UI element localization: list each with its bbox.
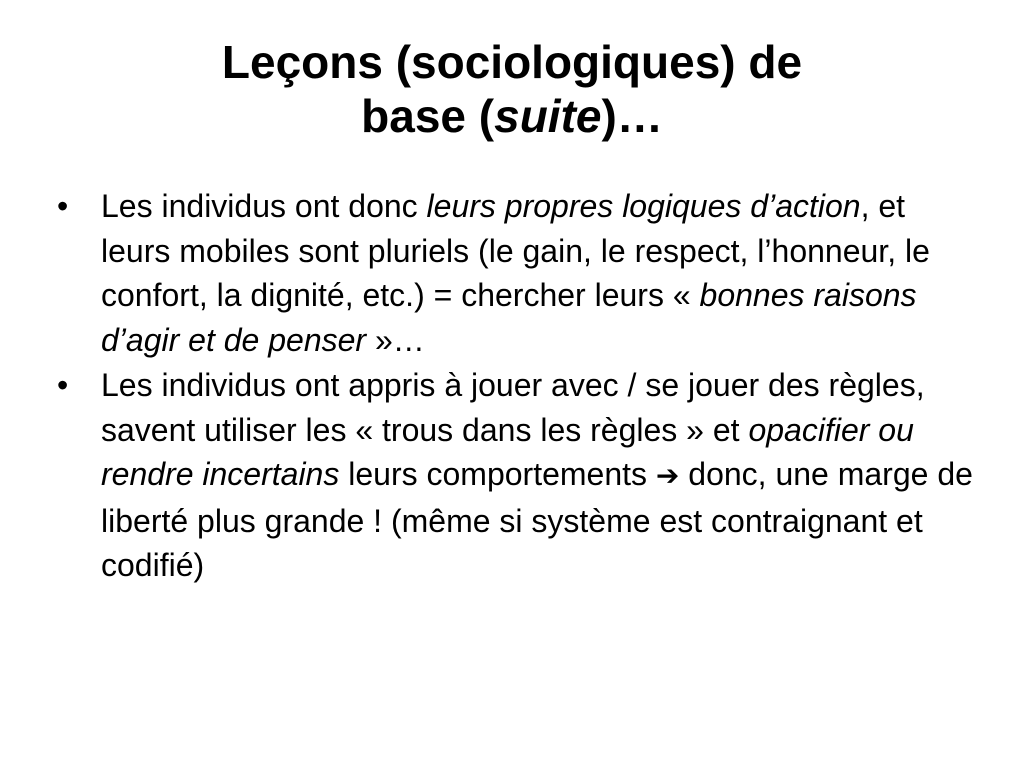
bullet-1-segment-2-italic: leurs propres logiques d’action [426, 188, 861, 224]
title-line-2-italic: suite [494, 89, 602, 142]
bullet-2-segment-3: leurs comportements [339, 456, 656, 492]
bullet-text-1 [101, 184, 975, 362]
bullet-item-1 [55, 184, 975, 362]
bullet-2-segment-1: Les individus ont appris à jouer avec / se jouer des règles, savent utiliser les « trous dans les règles » et [101, 367, 925, 448]
title-line-1: Leçons (sociologiques) de [221, 36, 803, 88]
bullet-list [55, 184, 975, 589]
title-line-2-suffix: )… [601, 89, 663, 142]
title-line-2-prefix: base ( [361, 89, 495, 142]
bullet-2-segment-2-italic: opacifier ou rendre incertains [101, 411, 914, 492]
bullet-1-segment-4-italic: bonnes raisons d’agir et de penser [101, 277, 917, 358]
bullet-text-2 [101, 363, 975, 588]
bullet-1-segment-5: »… [366, 321, 425, 358]
slide-title [0, 36, 1024, 144]
bullet-item-2 [55, 363, 975, 588]
title-line-2 [0, 90, 1024, 144]
bullet-1-segment-3: , et leurs mobiles sont pluriels (le gain, le respect, l’honneur, le confort, la dignité, etc.) = chercher leurs « [101, 188, 930, 313]
bullet-2-segment-4: donc, une marge de liberté plus grande ! (même si système est contraignant et codifié) [101, 456, 973, 583]
arrow-right-icon: ➔ [655, 459, 680, 492]
bullet-mark: • [57, 188, 69, 224]
bullet-mark: • [57, 367, 69, 403]
bullet-1-segment-1: Les individus ont donc [101, 188, 427, 224]
